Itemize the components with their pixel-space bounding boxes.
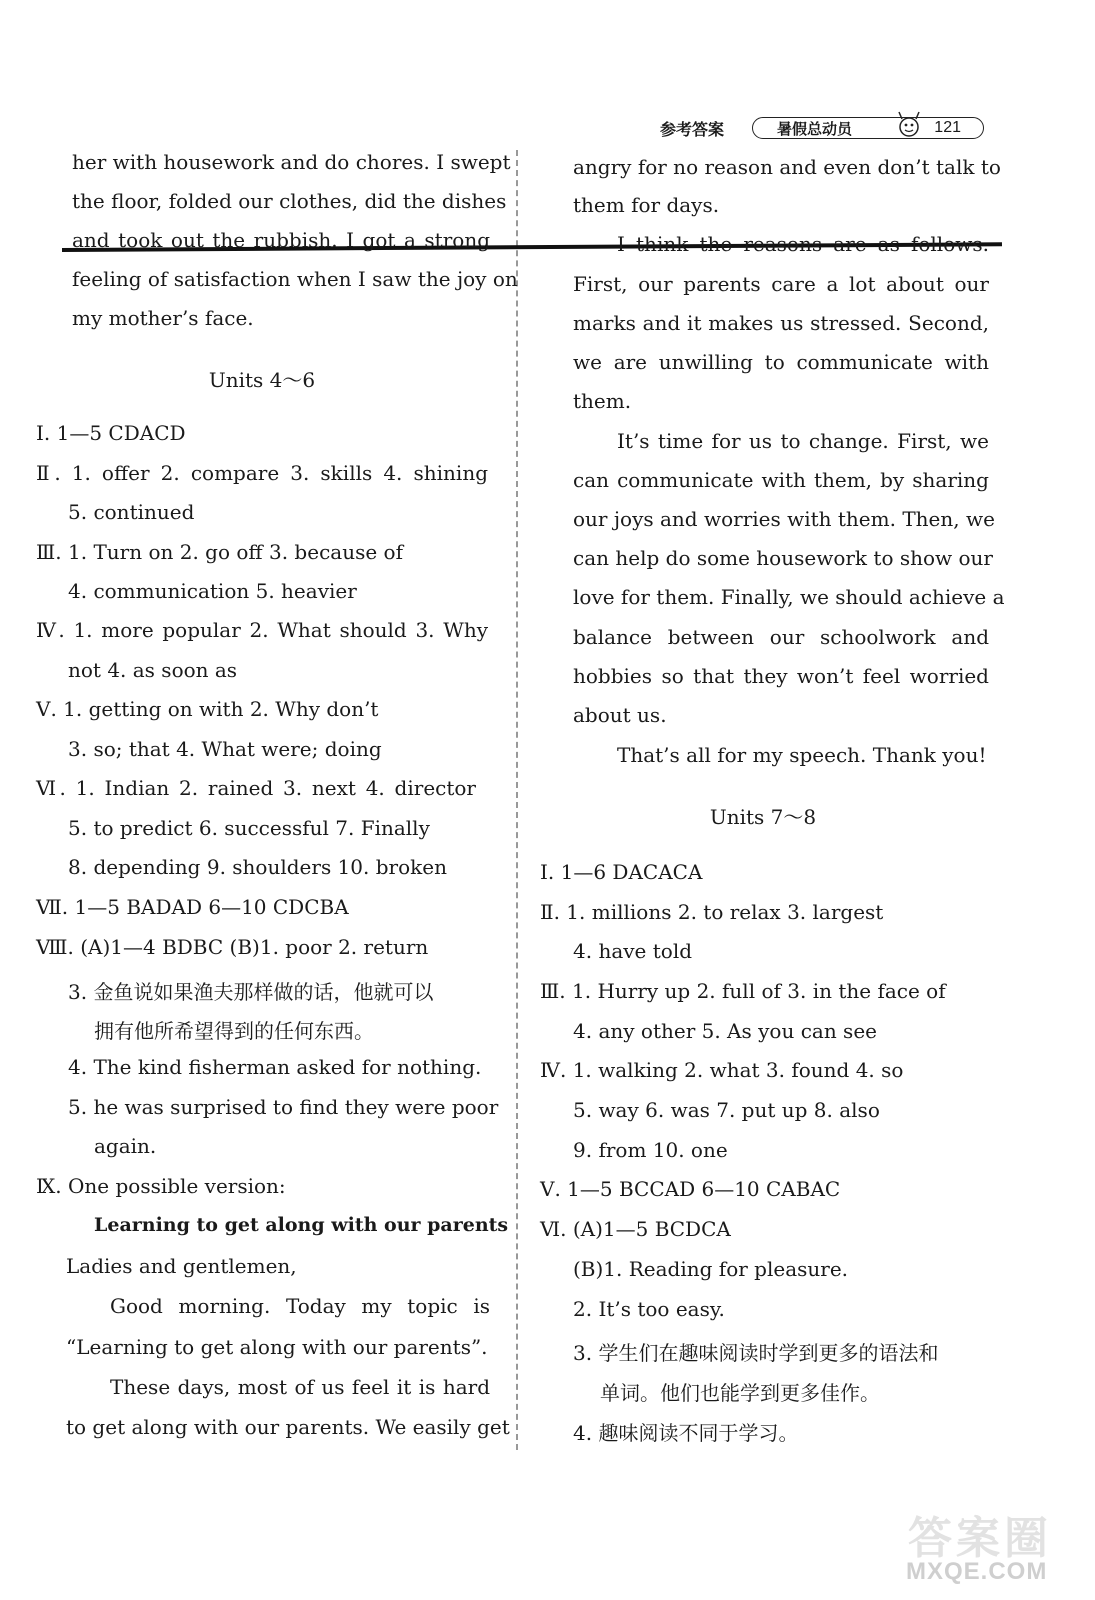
answer-line: Ⅶ. 1—5 BADAD 6—10 CDCBA (36, 895, 349, 919)
answer-line: Ⅱ. 1. offer 2. compare 3. skills 4. shining (36, 461, 488, 485)
answer-line: Ⅷ. (A)1—4 BDBC (B)1. poor 2. return (36, 935, 429, 959)
series-badge (752, 117, 984, 139)
essay-line: I think the reasons are as follows. (617, 232, 989, 256)
answer-line: 5. he was surprised to find they were poor (68, 1095, 499, 1119)
text-line: the floor, folded our clothes, did the dishes (72, 189, 507, 213)
answer-line: 3. 金鱼说如果渔夫那样做的话，他就可以 (68, 980, 434, 1004)
series-title: 暑假总动员 (777, 119, 853, 138)
mascot-icon (895, 110, 923, 140)
answer-line: Ⅵ. 1. Indian 2. rained 3. next 4. director (36, 776, 476, 800)
essay-line: them. (573, 389, 632, 413)
answer-line: Ⅰ. 1—5 CDACD (36, 421, 186, 445)
essay-line: angry for no reason and even don’t talk to (573, 155, 1001, 179)
page-header (660, 114, 995, 142)
answer-line: Ⅵ. (A)1—5 BCDCA (540, 1217, 731, 1241)
essay-line: First, our parents care a lot about our (573, 272, 989, 296)
essay-line: can help do some housework to show our (573, 546, 993, 570)
answer-line: 单词。他们也能学到更多佳作。 (600, 1381, 880, 1405)
essay-line: we are unwilling to communicate with (573, 350, 989, 374)
answer-line: 3. so; that 4. What were; doing (68, 737, 382, 761)
answer-line: 4. The kind fisherman asked for nothing. (68, 1055, 482, 1079)
text-line: her with housework and do chores. I swept (72, 150, 511, 174)
answer-line: 拥有他所希望得到的任何东西。 (94, 1019, 374, 1043)
answer-line: not 4. as soon as (68, 658, 238, 682)
answer-line: 4. communication 5. heavier (68, 579, 357, 603)
essay-line: Good morning. Today my topic is (110, 1294, 490, 1318)
answer-line: 5. to predict 6. successful 7. Finally (68, 816, 430, 840)
essay-line: can communicate with them, by sharing (573, 468, 989, 492)
section-title: 参考答案 (660, 119, 725, 139)
essay-line: “Learning to get along with our parents”. (66, 1335, 488, 1359)
essay-line: These days, most of us feel it is hard (110, 1375, 490, 1399)
answer-line: 8. depending 9. shoulders 10. broken (68, 855, 447, 879)
answer-line: 5. way 6. was 7. put up 8. also (573, 1098, 880, 1122)
essay-line: marks and it makes us stressed. Second, (573, 311, 989, 335)
unit-heading: Units 7～8 (709, 805, 817, 829)
text-line: my mother’s face. (72, 306, 254, 330)
watermark-text: MXQE.COM (906, 1558, 1048, 1585)
answer-line: Ⅳ. 1. more popular 2. What should 3. Why (36, 618, 488, 642)
answer-line: 4. have told (573, 939, 693, 963)
answer-line: 4. 趣味阅读不同于学习。 (573, 1421, 799, 1445)
essay-line: to get along with our parents. We easily get (66, 1415, 510, 1439)
answer-line: Ⅳ. 1. walking 2. what 3. found 4. so (540, 1058, 904, 1082)
essay-title: Learning to get along with our parents (94, 1214, 509, 1236)
answer-line: Ⅴ. 1. getting on with 2. Why don’t (36, 697, 379, 721)
watermark-logo: 答案圈 (908, 1513, 1052, 1564)
essay-line: love for them. Finally, we should achieve a (573, 585, 1005, 609)
essay-line: them for days. (573, 193, 720, 217)
answer-line: Ⅰ. 1—6 DACACA (540, 860, 703, 884)
answer-line: Ⅲ. 1. Turn on 2. go off 3. because of (36, 540, 403, 564)
answer-line: again. (94, 1134, 157, 1158)
answer-line: 2. It’s too easy. (573, 1297, 725, 1321)
essay-line: That’s all for my speech. Thank you! (617, 743, 987, 767)
answer-line: (B)1. Reading for pleasure. (573, 1257, 849, 1281)
essay-line: our joys and worries with them. Then, we (573, 507, 995, 531)
essay-line: hobbies so that they won’t feel worried (573, 664, 989, 688)
answer-line: 3. 学生们在趣味阅读时学到更多的语法和 (573, 1341, 939, 1365)
answer-line: 9. from 10. one (573, 1138, 728, 1162)
column-divider (516, 150, 518, 1450)
text-line: and took out the rubbish. I got a strong (72, 228, 490, 252)
unit-heading: Units 4～6 (208, 368, 316, 392)
essay-line: It’s time for us to change. First, we (617, 429, 989, 453)
answer-line: Ⅲ. 1. Hurry up 2. full of 3. in the face of (540, 979, 946, 1003)
text-line: feeling of satisfaction when I saw the joy on (72, 267, 518, 291)
essay-line: about us. (573, 703, 667, 727)
watermark (900, 1502, 1070, 1592)
essay-line: Ladies and gentlemen, (66, 1254, 297, 1278)
answer-line: 4. any other 5. As you can see (573, 1019, 877, 1043)
page-number: 121 (934, 119, 961, 136)
answer-line: 5. continued (68, 500, 195, 524)
answer-line: Ⅱ. 1. millions 2. to relax 3. largest (540, 900, 884, 924)
answer-line: Ⅴ. 1—5 BCCAD 6—10 CABAC (540, 1177, 841, 1201)
essay-line: balance between our schoolwork and (573, 625, 989, 649)
answer-line: Ⅸ. One possible version: (36, 1174, 286, 1198)
